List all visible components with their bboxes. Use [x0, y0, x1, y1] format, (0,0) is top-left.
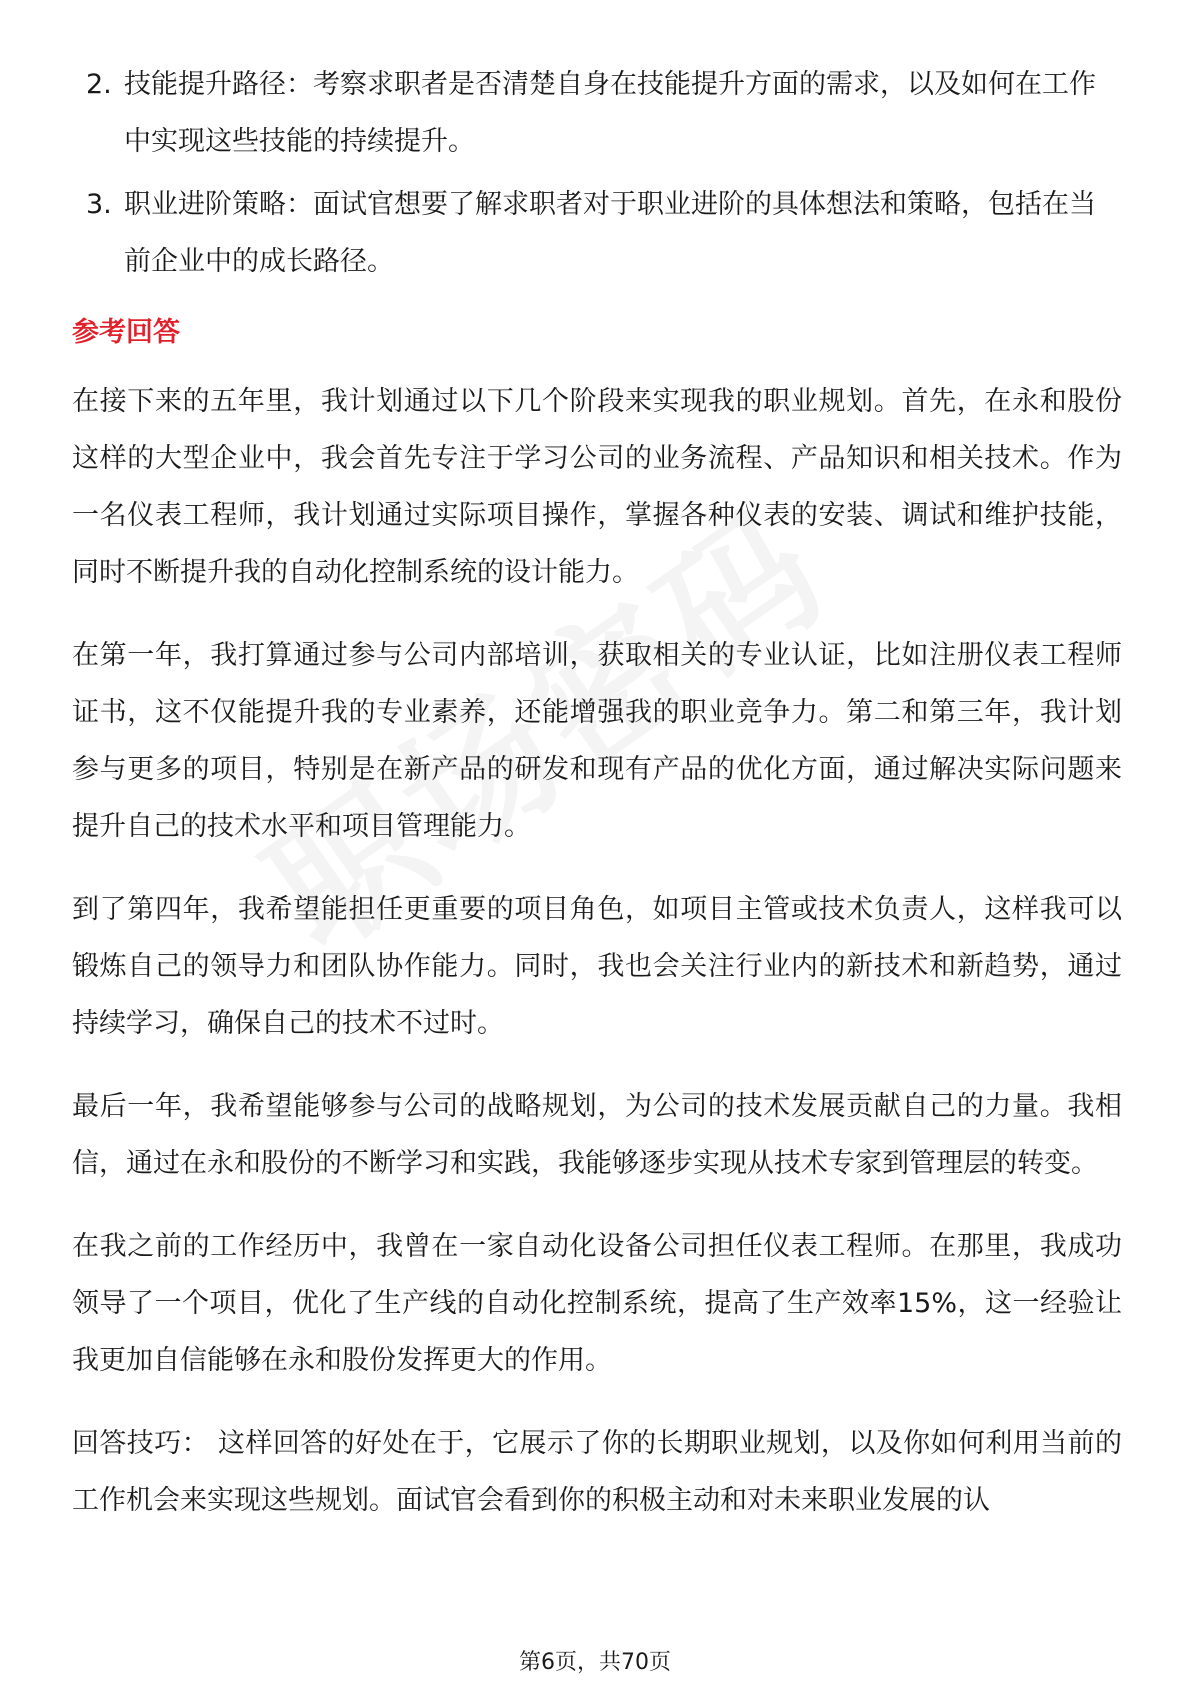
tip-paragraph: 回答技巧： 这样回答的好处在于，它展示了你的长期职业规划，以及你如何利用当前的工作机会来实现这些规划。面试官会看到你的积极主动和对未来职业发展的认 — [72, 1428, 1122, 1516]
answer-paragraph: 在接下来的五年里，我计划通过以下几个阶段来实现我的职业规划。首先，在永和股份这样的大型企业中，我会首先专注于学习公司的业务流程、产品知识和相关技术。作为一名仪表工程师，我计划通过实际项目操作，掌握各种仪表的安装、调试和维护技能，同时不断提升我的自动化控制系统的设计能力。 — [72, 386, 1122, 588]
answer-paragraph: 在我之前的工作经历中，我曾在一家自动化设备公司担任仪表工程师。在那里，我成功领导了一个项目，优化了生产线的自动化控制系统，提高了生产效率15%，这一经验让我更加自信能够在永和股份发挥更大的作用。 — [72, 1231, 1122, 1376]
list-text: 职业进阶策略：面试官想要了解求职者对于职业进阶的具体想法和策略，包括在当前企业中的成长路径。 — [124, 189, 1096, 277]
list-number: 2. — [86, 69, 112, 100]
answer-paragraph: 在第一年，我打算通过参与公司内部培训，获取相关的专业认证，比如注册仪表工程师证书，这不仅能提升我的专业素养，还能增强我的职业竞争力。第二和第三年，我计划参与更多的项目，特别是在新产品的研发和现有产品的优化方面，通过解决实际问题来提升自己的技术水平和项目管理能力。 — [72, 640, 1122, 842]
section-heading: 参考回答 — [72, 317, 180, 348]
list-number: 3. — [86, 189, 112, 220]
list-item — [72, 176, 1122, 290]
document-body — [72, 56, 1122, 1529]
answer-paragraph: 到了第四年，我希望能担任更重要的项目角色，如项目主管或技术负责人，这样我可以锻炼自己的领导力和团队协作能力。同时，我也会关注行业内的新技术和新趋势，通过持续学习，确保自己的技术不过时。 — [72, 894, 1122, 1039]
answer-paragraph: 最后一年，我希望能够参与公司的战略规划，为公司的技术发展贡献自己的力量。我相信，通过在永和股份的不断学习和实践，我能够逐步实现从技术专家到管理层的转变。 — [72, 1091, 1122, 1179]
list-text: 技能提升路径：考察求职者是否清楚自身在技能提升方面的需求，以及如何在工作中实现这些技能的持续提升。 — [124, 69, 1096, 157]
list-item — [72, 56, 1122, 170]
page-footer: 第6页，共70页 — [519, 1650, 671, 1675]
